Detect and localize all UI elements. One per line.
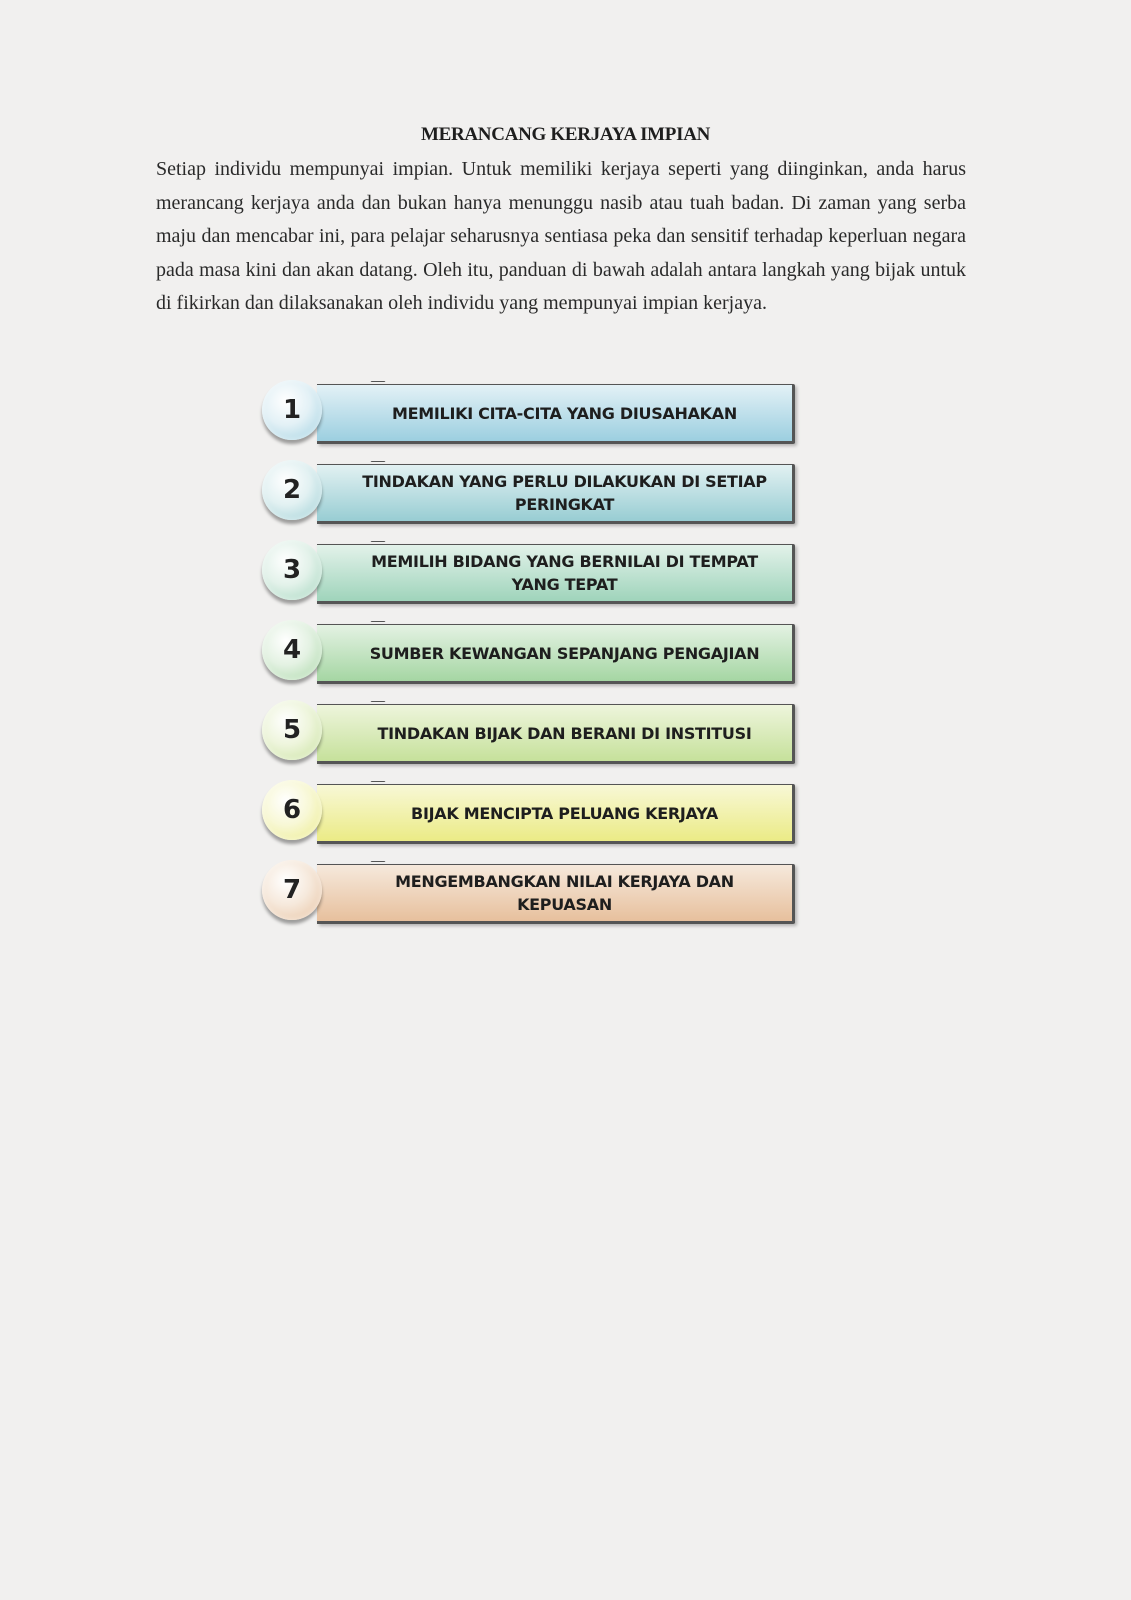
step-item [262,780,822,850]
intro-paragraph: Setiap individu mempunyai impian. Untuk memiliki kerjaya seperti yang diinginkan, anda harus merancang kerjaya anda dan bukan hanya menunggu nasib atau tuah badan. Di zaman yang serba maju dan mencabar ini, para pelajar seharusnya sentiasa peka dan sensitif terhadap keperluan negara pada masa kini dan akan datang. Oleh itu, panduan di bawah adalah antara langkah yang bijak untuk di fikirkan dan dilaksanakan oleh individu yang mempunyai impian kerjaya. [156,158,966,315]
step-item [262,380,822,450]
step-number: 5 [282,715,302,745]
step-label: MEMILIH BIDANG YANG BERNILAI DI TEMPAT YANG TEPAT [371,552,758,594]
step-number: 1 [282,395,302,425]
step-number-badge [262,540,322,600]
step-number-badge [262,460,322,520]
step-label: SUMBER KEWANGAN SEPANJANG PENGAJIAN [369,643,760,663]
step-bar [317,384,795,444]
step-item [262,700,822,770]
step-bar [317,784,795,844]
step-label: TINDAKAN BIJAK DAN BERANI DI INSTITUSI [377,723,752,743]
step-label: BIJAK MENCIPTA PELUANG KERJAYA [411,803,718,823]
step-label: MENGEMBANGKAN NILAI KERJAYA DAN KEPUASAN [395,872,734,914]
step-number-badge [262,380,322,440]
step-item [262,620,822,690]
step-number-badge [262,780,322,840]
step-number-badge [262,860,322,920]
step-bar [317,624,795,684]
step-number: 2 [282,475,302,505]
page-title: MERANCANG KERJAYA IMPIAN [420,124,711,145]
step-number-badge [262,700,322,760]
step-label: MEMILIKI CITA-CITA YANG DIUSAHAKAN [392,403,737,423]
step-number: 6 [282,795,302,825]
step-label: TINDAKAN YANG PERLU DILAKUKAN DI SETIAP PERINGKAT [362,472,767,514]
step-number-badge [262,620,322,680]
step-bar [317,544,795,604]
step-bar [317,464,795,524]
step-item [262,860,822,930]
step-item [262,540,822,610]
step-item [262,460,822,530]
step-bar [317,704,795,764]
step-number: 3 [282,555,302,585]
step-number: 7 [282,875,302,905]
step-bar [317,864,795,924]
step-number: 4 [282,635,302,665]
